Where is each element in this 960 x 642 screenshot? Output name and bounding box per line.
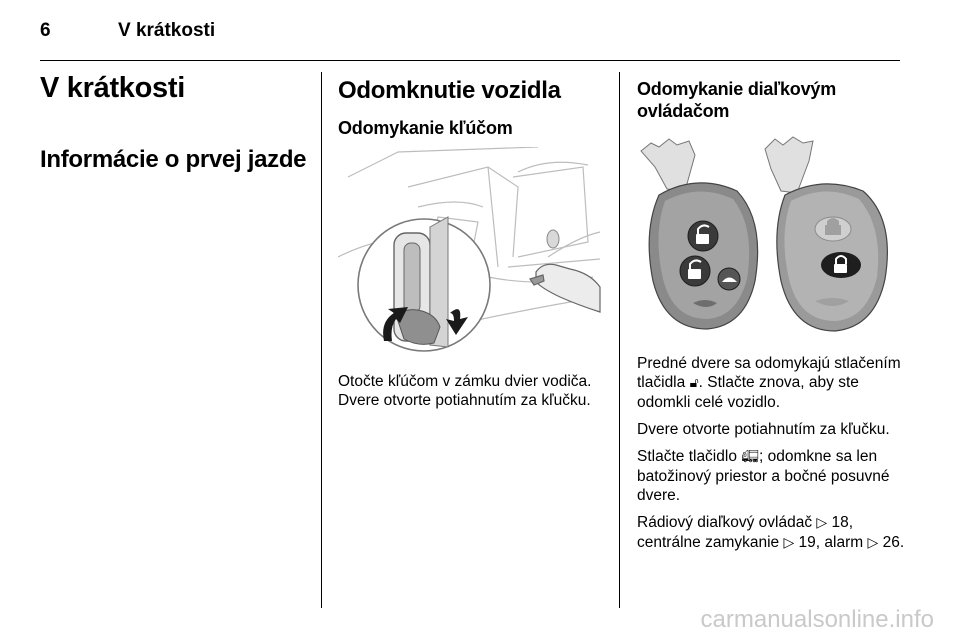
remote-key-illustration — [637, 131, 902, 337]
running-header: V krátkosti — [118, 20, 216, 41]
subsection-heading-remote: Odomykanie diaľkovým ovládačom — [637, 79, 837, 121]
chapter-title: V krátkosti — [40, 72, 185, 104]
page-number: 6 — [40, 20, 51, 41]
header-divider — [40, 60, 900, 61]
instruction-text: Otočte kľúčom v zámku dvier vodiča. Dvere otvorte potiahnutím za kľučku. — [338, 373, 592, 409]
van-rear-icon: 🚛︎ — [741, 449, 760, 465]
key-in-door-lock-illustration — [338, 147, 602, 359]
paragraph-references: Rádiový diaľkový ovládač ▷ 18, centrálne zamykanie ▷ 19, alarm ▷ 26. — [637, 514, 905, 551]
watermark: carmanualsonline.info — [700, 606, 934, 633]
subsection-heading: Odomykanie kľúčom — [338, 118, 513, 138]
remote-instructions — [637, 354, 905, 561]
section-title: Informácie o prvej jazde — [40, 146, 307, 173]
reference-arrow-icon: ▷ — [867, 535, 879, 551]
paragraph-cargo-button: Stlačte tlačidlo 🚛︎; odomkne sa len batožinový priestor a bočné posuvné dvere. — [637, 448, 890, 504]
reference-arrow-icon: ▷ — [783, 535, 795, 551]
padlock-open-icon: 🔓︎ — [689, 375, 699, 391]
column-divider-2 — [619, 72, 620, 608]
paragraph-open-door: Dvere otvorte potiahnutím za kľučku. — [637, 421, 890, 438]
section-heading: Odomknutie vozidla — [338, 77, 561, 104]
reference-arrow-icon: ▷ — [816, 515, 828, 531]
column-divider-1 — [321, 72, 322, 608]
paragraph-front-doors: Predné dvere sa odomykajú stlačením tlačidla 🔓︎. Stlačte znova, aby ste odomkli celé vozidlo. — [637, 355, 901, 411]
